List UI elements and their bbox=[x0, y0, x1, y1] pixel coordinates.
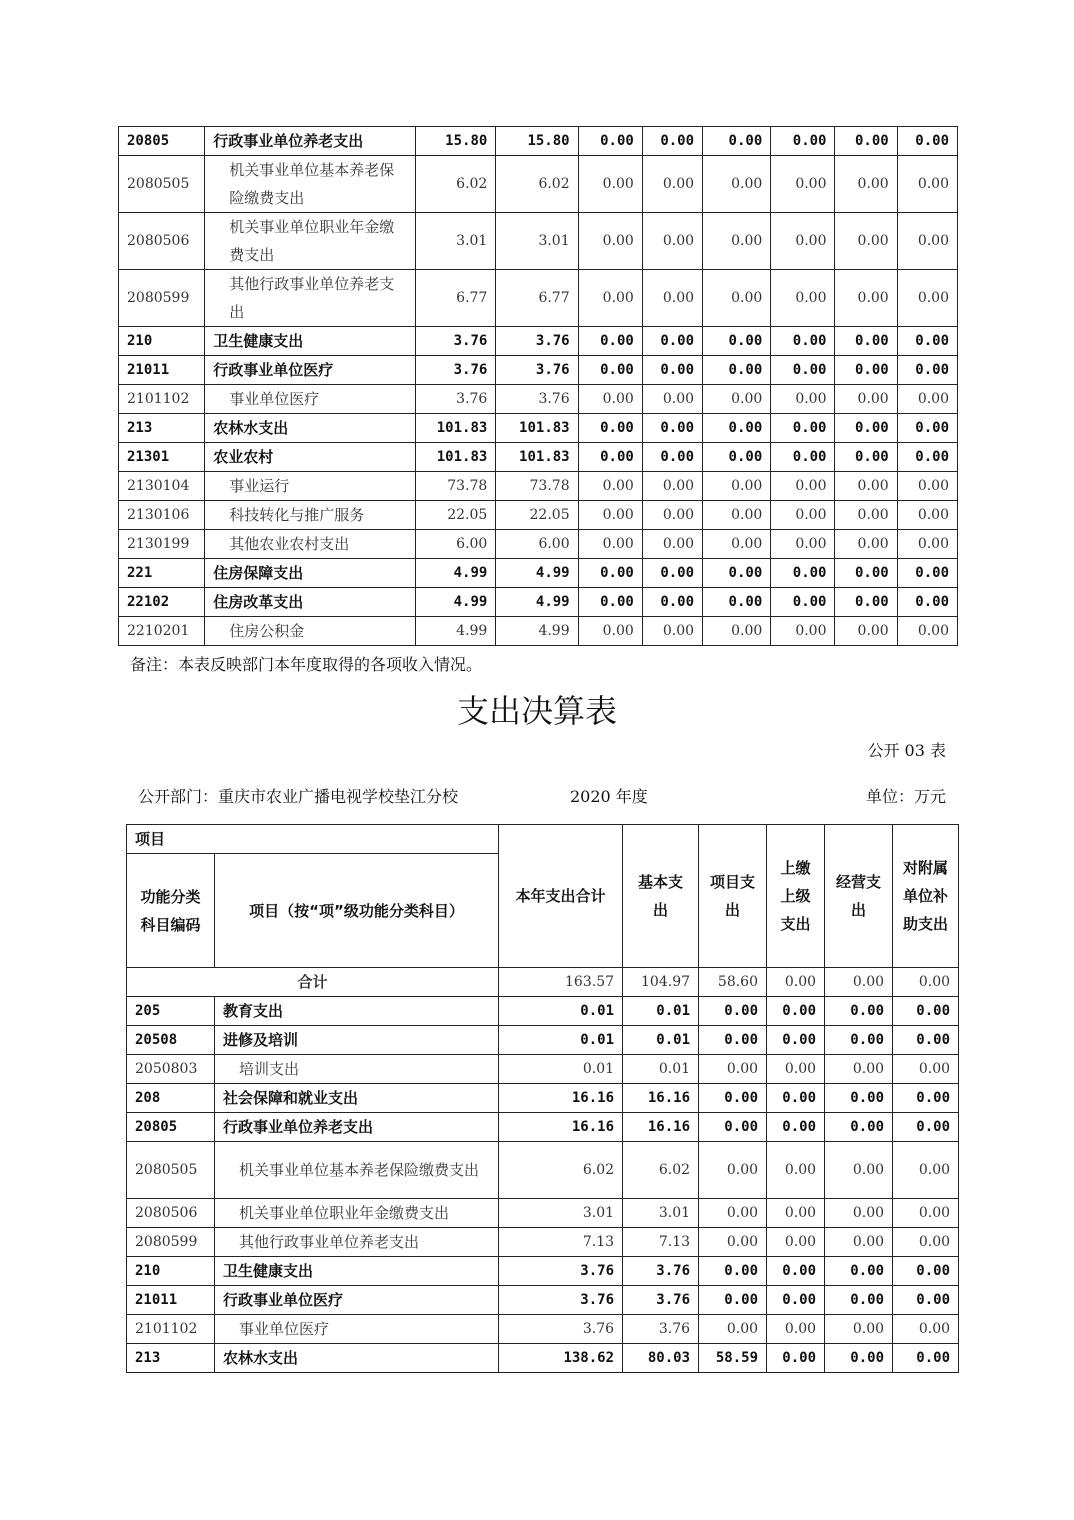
value-cell: 0.00 bbox=[825, 1055, 893, 1084]
value-cell: 138.62 bbox=[499, 1344, 623, 1373]
value-cell: 0.00 bbox=[703, 213, 771, 270]
value-cell: 0.00 bbox=[767, 1286, 825, 1315]
value-cell: 0.00 bbox=[897, 530, 957, 559]
value-cell: 0.00 bbox=[835, 270, 897, 327]
value-cell: 0.00 bbox=[642, 414, 702, 443]
value-cell: 0.00 bbox=[897, 559, 957, 588]
value-cell: 0.00 bbox=[578, 213, 642, 270]
function-code: 208 bbox=[127, 1084, 215, 1113]
value-cell: 0.00 bbox=[699, 1113, 767, 1142]
value-cell: 3.01 bbox=[499, 1199, 623, 1228]
value-cell: 3.76 bbox=[496, 385, 578, 414]
table-row bbox=[127, 1113, 959, 1142]
value-cell: 6.02 bbox=[496, 156, 578, 213]
form-number: 公开 03 表 bbox=[867, 741, 946, 760]
value-cell: 0.00 bbox=[771, 385, 835, 414]
value-cell: 3.76 bbox=[623, 1315, 699, 1344]
function-code: 2130199 bbox=[119, 530, 205, 559]
value-cell: 101.83 bbox=[496, 414, 578, 443]
value-cell: 3.01 bbox=[623, 1199, 699, 1228]
item-name: 其他行政事业单位养老支出 bbox=[205, 270, 416, 327]
function-code: 2080599 bbox=[119, 270, 205, 327]
header-subsidy: 对附属单位补助支出 bbox=[893, 825, 959, 968]
value-cell: 0.00 bbox=[703, 588, 771, 617]
table-row bbox=[119, 327, 958, 356]
table-row bbox=[119, 356, 958, 385]
function-code: 205 bbox=[127, 997, 215, 1026]
value-cell: 16.16 bbox=[623, 1113, 699, 1142]
value-cell: 0.00 bbox=[893, 1084, 959, 1113]
value-cell: 0.00 bbox=[703, 472, 771, 501]
value-cell: 3.01 bbox=[416, 213, 496, 270]
function-code: 2080599 bbox=[127, 1228, 215, 1257]
function-code: 2130106 bbox=[119, 501, 205, 530]
table-row bbox=[127, 1142, 959, 1199]
item-name: 行政事业单位养老支出 bbox=[205, 127, 416, 156]
value-cell: 0.00 bbox=[771, 443, 835, 472]
income-table-continued bbox=[118, 126, 958, 646]
function-code: 221 bbox=[119, 559, 205, 588]
value-cell: 0.00 bbox=[578, 356, 642, 385]
table-row bbox=[119, 501, 958, 530]
value-cell: 0.00 bbox=[893, 1026, 959, 1055]
value-cell: 0.00 bbox=[893, 1199, 959, 1228]
value-cell: 0.00 bbox=[771, 617, 835, 646]
function-code: 2130104 bbox=[119, 472, 205, 501]
value-cell: 0.00 bbox=[703, 414, 771, 443]
item-name: 住房公积金 bbox=[205, 617, 416, 646]
value-cell: 0.00 bbox=[578, 617, 642, 646]
value-cell: 0.00 bbox=[893, 1257, 959, 1286]
header-total: 本年支出合计 bbox=[499, 825, 623, 968]
function-code: 22102 bbox=[119, 588, 205, 617]
item-name: 机关事业单位基本养老保险缴费支出 bbox=[215, 1142, 499, 1199]
function-code: 2080506 bbox=[119, 213, 205, 270]
value-cell: 58.59 bbox=[699, 1344, 767, 1373]
value-cell: 0.00 bbox=[835, 443, 897, 472]
item-name: 事业单位医疗 bbox=[215, 1315, 499, 1344]
table-row bbox=[127, 997, 959, 1026]
table-row bbox=[119, 385, 958, 414]
value-cell: 0.00 bbox=[642, 472, 702, 501]
value-cell: 0.00 bbox=[578, 127, 642, 156]
item-name: 机关事业单位职业年金缴费支出 bbox=[205, 213, 416, 270]
value-cell: 0.00 bbox=[642, 559, 702, 588]
item-name: 事业单位医疗 bbox=[205, 385, 416, 414]
value-cell: 0.00 bbox=[771, 588, 835, 617]
value-cell: 0.00 bbox=[771, 501, 835, 530]
function-code: 2101102 bbox=[127, 1315, 215, 1344]
value-cell: 3.76 bbox=[499, 1257, 623, 1286]
value-cell: 0.00 bbox=[771, 270, 835, 327]
value-cell: 0.00 bbox=[893, 1055, 959, 1084]
table-row bbox=[127, 1257, 959, 1286]
function-code: 21011 bbox=[119, 356, 205, 385]
value-cell: 0.00 bbox=[767, 1142, 825, 1199]
value-cell: 0.00 bbox=[897, 127, 957, 156]
total-value: 163.57 bbox=[499, 968, 623, 997]
total-row bbox=[127, 968, 959, 997]
value-cell: 0.00 bbox=[835, 213, 897, 270]
value-cell: 0.00 bbox=[897, 443, 957, 472]
value-cell: 0.00 bbox=[767, 997, 825, 1026]
value-cell: 0.00 bbox=[835, 356, 897, 385]
value-cell: 0.00 bbox=[703, 501, 771, 530]
value-cell: 0.00 bbox=[771, 414, 835, 443]
item-name: 行政事业单位养老支出 bbox=[215, 1113, 499, 1142]
value-cell: 0.00 bbox=[578, 588, 642, 617]
value-cell: 0.00 bbox=[703, 127, 771, 156]
value-cell: 0.01 bbox=[499, 1055, 623, 1084]
value-cell: 3.76 bbox=[416, 385, 496, 414]
function-code: 21011 bbox=[127, 1286, 215, 1315]
item-name: 卫生健康支出 bbox=[215, 1257, 499, 1286]
value-cell: 0.00 bbox=[703, 530, 771, 559]
value-cell: 16.16 bbox=[499, 1084, 623, 1113]
value-cell: 0.00 bbox=[897, 385, 957, 414]
value-cell: 3.01 bbox=[496, 213, 578, 270]
value-cell: 0.00 bbox=[825, 1199, 893, 1228]
value-cell: 0.00 bbox=[897, 472, 957, 501]
item-name: 农林水支出 bbox=[215, 1344, 499, 1373]
value-cell: 0.00 bbox=[893, 1315, 959, 1344]
table-row bbox=[119, 127, 958, 156]
table-row bbox=[119, 617, 958, 646]
department: 公开部门：重庆市农业广播电视学校垫江分校 bbox=[138, 787, 459, 806]
value-cell: 3.76 bbox=[499, 1286, 623, 1315]
item-name: 进修及培训 bbox=[215, 1026, 499, 1055]
value-cell: 7.13 bbox=[623, 1228, 699, 1257]
value-cell: 0.00 bbox=[835, 530, 897, 559]
function-code: 2101102 bbox=[119, 385, 205, 414]
value-cell: 0.00 bbox=[893, 1228, 959, 1257]
table-row bbox=[127, 1315, 959, 1344]
value-cell: 0.00 bbox=[897, 501, 957, 530]
value-cell: 0.00 bbox=[642, 270, 702, 327]
value-cell: 0.00 bbox=[642, 617, 702, 646]
total-value: 104.97 bbox=[623, 968, 699, 997]
item-name: 住房保障支出 bbox=[205, 559, 416, 588]
value-cell: 4.99 bbox=[416, 588, 496, 617]
value-cell: 0.00 bbox=[578, 559, 642, 588]
table-row bbox=[127, 1228, 959, 1257]
value-cell: 0.00 bbox=[835, 414, 897, 443]
value-cell: 0.00 bbox=[835, 127, 897, 156]
unit-label: 单位：万元 bbox=[865, 787, 946, 806]
table-row bbox=[127, 1084, 959, 1113]
function-code: 21301 bbox=[119, 443, 205, 472]
value-cell: 0.00 bbox=[897, 588, 957, 617]
total-value: 0.00 bbox=[893, 968, 959, 997]
header-func-code: 功能分类科目编码 bbox=[127, 854, 215, 968]
value-cell: 15.80 bbox=[496, 127, 578, 156]
table-row bbox=[127, 1286, 959, 1315]
value-cell: 6.02 bbox=[416, 156, 496, 213]
total-label: 合计 bbox=[127, 968, 499, 997]
table-row bbox=[119, 588, 958, 617]
value-cell: 0.00 bbox=[825, 1228, 893, 1257]
item-name: 行政事业单位医疗 bbox=[205, 356, 416, 385]
table-row bbox=[119, 443, 958, 472]
value-cell: 101.83 bbox=[416, 443, 496, 472]
value-cell: 73.78 bbox=[496, 472, 578, 501]
item-name: 农林水支出 bbox=[205, 414, 416, 443]
function-code: 213 bbox=[127, 1344, 215, 1373]
value-cell: 0.00 bbox=[767, 1084, 825, 1113]
value-cell: 101.83 bbox=[416, 414, 496, 443]
value-cell: 0.00 bbox=[897, 327, 957, 356]
item-name: 卫生健康支出 bbox=[205, 327, 416, 356]
value-cell: 0.00 bbox=[767, 1257, 825, 1286]
value-cell: 0.01 bbox=[499, 1026, 623, 1055]
value-cell: 6.00 bbox=[416, 530, 496, 559]
value-cell: 3.76 bbox=[416, 327, 496, 356]
value-cell: 0.01 bbox=[623, 997, 699, 1026]
value-cell: 0.00 bbox=[897, 617, 957, 646]
table-row bbox=[119, 270, 958, 327]
value-cell: 0.00 bbox=[699, 1315, 767, 1344]
value-cell: 0.00 bbox=[825, 1344, 893, 1373]
function-code: 20508 bbox=[127, 1026, 215, 1055]
value-cell: 0.00 bbox=[642, 530, 702, 559]
value-cell: 0.00 bbox=[771, 559, 835, 588]
function-code: 2080505 bbox=[127, 1142, 215, 1199]
value-cell: 0.00 bbox=[703, 559, 771, 588]
value-cell: 0.00 bbox=[771, 530, 835, 559]
value-cell: 4.99 bbox=[496, 559, 578, 588]
header-upper: 上缴上级支出 bbox=[767, 825, 825, 968]
value-cell: 0.00 bbox=[825, 997, 893, 1026]
table-row bbox=[119, 414, 958, 443]
value-cell: 0.00 bbox=[767, 1113, 825, 1142]
value-cell: 0.00 bbox=[703, 327, 771, 356]
value-cell: 0.00 bbox=[835, 617, 897, 646]
page-title: 支出决算表 bbox=[456, 692, 617, 730]
value-cell: 0.00 bbox=[642, 385, 702, 414]
fiscal-year: 2020 年度 bbox=[570, 787, 648, 806]
value-cell: 0.00 bbox=[767, 1228, 825, 1257]
header-operating: 经营支出 bbox=[825, 825, 893, 968]
header-project: 项目 bbox=[127, 825, 499, 854]
value-cell: 0.00 bbox=[835, 156, 897, 213]
value-cell: 6.77 bbox=[496, 270, 578, 327]
value-cell: 7.13 bbox=[499, 1228, 623, 1257]
value-cell: 3.76 bbox=[416, 356, 496, 385]
value-cell: 0.00 bbox=[897, 414, 957, 443]
value-cell: 0.01 bbox=[623, 1026, 699, 1055]
item-name: 教育支出 bbox=[215, 997, 499, 1026]
table-row bbox=[119, 559, 958, 588]
value-cell: 0.01 bbox=[499, 997, 623, 1026]
value-cell: 0.00 bbox=[825, 1257, 893, 1286]
item-name: 社会保障和就业支出 bbox=[215, 1084, 499, 1113]
header-basic: 基本支出 bbox=[623, 825, 699, 968]
total-value: 0.00 bbox=[825, 968, 893, 997]
value-cell: 3.76 bbox=[623, 1286, 699, 1315]
value-cell: 4.99 bbox=[496, 588, 578, 617]
value-cell: 3.76 bbox=[499, 1315, 623, 1344]
value-cell: 0.00 bbox=[699, 997, 767, 1026]
value-cell: 0.00 bbox=[767, 1055, 825, 1084]
header-item-name: 项目（按“项”级功能分类科目） bbox=[215, 854, 499, 968]
value-cell: 0.00 bbox=[578, 501, 642, 530]
item-name: 科技转化与推广服务 bbox=[205, 501, 416, 530]
value-cell: 3.76 bbox=[496, 327, 578, 356]
table-row bbox=[119, 530, 958, 559]
value-cell: 0.00 bbox=[893, 1113, 959, 1142]
value-cell: 0.00 bbox=[642, 588, 702, 617]
value-cell: 0.00 bbox=[703, 356, 771, 385]
value-cell: 6.02 bbox=[623, 1142, 699, 1199]
value-cell: 0.00 bbox=[699, 1286, 767, 1315]
value-cell: 3.76 bbox=[496, 356, 578, 385]
value-cell: 0.00 bbox=[825, 1113, 893, 1142]
value-cell: 0.00 bbox=[767, 1344, 825, 1373]
function-code: 20805 bbox=[119, 127, 205, 156]
value-cell: 0.00 bbox=[703, 156, 771, 213]
value-cell: 0.00 bbox=[642, 443, 702, 472]
value-cell: 6.00 bbox=[496, 530, 578, 559]
function-code: 210 bbox=[119, 327, 205, 356]
function-code: 213 bbox=[119, 414, 205, 443]
value-cell: 0.00 bbox=[699, 1257, 767, 1286]
value-cell: 15.80 bbox=[416, 127, 496, 156]
value-cell: 0.00 bbox=[835, 472, 897, 501]
item-name: 住房改革支出 bbox=[205, 588, 416, 617]
value-cell: 0.00 bbox=[825, 1084, 893, 1113]
item-name: 农业农村 bbox=[205, 443, 416, 472]
value-cell: 0.00 bbox=[825, 1286, 893, 1315]
value-cell: 0.00 bbox=[642, 127, 702, 156]
item-name: 培训支出 bbox=[215, 1055, 499, 1084]
value-cell: 0.00 bbox=[703, 617, 771, 646]
value-cell: 0.00 bbox=[578, 156, 642, 213]
expenditure-table bbox=[126, 824, 959, 1373]
function-code: 20805 bbox=[127, 1113, 215, 1142]
value-cell: 0.00 bbox=[699, 1228, 767, 1257]
value-cell: 0.00 bbox=[699, 1199, 767, 1228]
value-cell: 0.00 bbox=[699, 1026, 767, 1055]
value-cell: 0.00 bbox=[897, 156, 957, 213]
value-cell: 0.00 bbox=[703, 270, 771, 327]
value-cell: 0.00 bbox=[578, 530, 642, 559]
value-cell: 0.00 bbox=[893, 1142, 959, 1199]
table-row bbox=[119, 213, 958, 270]
value-cell: 0.00 bbox=[703, 443, 771, 472]
value-cell: 0.00 bbox=[699, 1084, 767, 1113]
table-row bbox=[127, 1199, 959, 1228]
function-code: 2080505 bbox=[119, 156, 205, 213]
value-cell: 0.00 bbox=[825, 1142, 893, 1199]
table-row bbox=[127, 1026, 959, 1055]
value-cell: 6.77 bbox=[416, 270, 496, 327]
value-cell: 0.00 bbox=[578, 270, 642, 327]
value-cell: 0.00 bbox=[835, 501, 897, 530]
function-code: 2080506 bbox=[127, 1199, 215, 1228]
total-value: 58.60 bbox=[699, 968, 767, 997]
item-name: 事业运行 bbox=[205, 472, 416, 501]
value-cell: 0.00 bbox=[825, 1315, 893, 1344]
total-value: 0.00 bbox=[767, 968, 825, 997]
value-cell: 0.01 bbox=[623, 1055, 699, 1084]
value-cell: 3.76 bbox=[623, 1257, 699, 1286]
value-cell: 0.00 bbox=[835, 559, 897, 588]
value-cell: 0.00 bbox=[835, 588, 897, 617]
value-cell: 0.00 bbox=[578, 327, 642, 356]
value-cell: 0.00 bbox=[642, 213, 702, 270]
value-cell: 0.00 bbox=[771, 327, 835, 356]
value-cell: 0.00 bbox=[578, 443, 642, 472]
value-cell: 0.00 bbox=[767, 1199, 825, 1228]
table-row bbox=[127, 1344, 959, 1373]
table-note: 备注：本表反映部门本年度取得的各项收入情况。 bbox=[130, 655, 483, 674]
value-cell: 4.99 bbox=[496, 617, 578, 646]
value-cell: 4.99 bbox=[416, 559, 496, 588]
value-cell: 0.00 bbox=[893, 1286, 959, 1315]
value-cell: 0.00 bbox=[578, 414, 642, 443]
table-row bbox=[119, 156, 958, 213]
value-cell: 22.05 bbox=[416, 501, 496, 530]
header-project-exp: 项目支出 bbox=[699, 825, 767, 968]
function-code: 2210201 bbox=[119, 617, 205, 646]
value-cell: 0.00 bbox=[703, 385, 771, 414]
value-cell: 0.00 bbox=[642, 156, 702, 213]
value-cell: 0.00 bbox=[642, 501, 702, 530]
value-cell: 4.99 bbox=[416, 617, 496, 646]
value-cell: 0.00 bbox=[771, 472, 835, 501]
function-code: 210 bbox=[127, 1257, 215, 1286]
value-cell: 0.00 bbox=[642, 327, 702, 356]
value-cell: 16.16 bbox=[499, 1113, 623, 1142]
table-row bbox=[119, 472, 958, 501]
value-cell: 73.78 bbox=[416, 472, 496, 501]
value-cell: 0.00 bbox=[771, 127, 835, 156]
value-cell: 0.00 bbox=[699, 1142, 767, 1199]
value-cell: 0.00 bbox=[771, 156, 835, 213]
value-cell: 0.00 bbox=[893, 1344, 959, 1373]
value-cell: 0.00 bbox=[893, 997, 959, 1026]
value-cell: 0.00 bbox=[642, 356, 702, 385]
value-cell: 0.00 bbox=[578, 385, 642, 414]
item-name: 机关事业单位基本养老保险缴费支出 bbox=[205, 156, 416, 213]
value-cell: 0.00 bbox=[699, 1055, 767, 1084]
value-cell: 0.00 bbox=[825, 1026, 893, 1055]
value-cell: 0.00 bbox=[578, 472, 642, 501]
value-cell: 16.16 bbox=[623, 1084, 699, 1113]
value-cell: 0.00 bbox=[771, 356, 835, 385]
item-name: 机关事业单位职业年金缴费支出 bbox=[215, 1199, 499, 1228]
value-cell: 0.00 bbox=[835, 385, 897, 414]
value-cell: 0.00 bbox=[767, 1315, 825, 1344]
value-cell: 101.83 bbox=[496, 443, 578, 472]
table-row bbox=[127, 1055, 959, 1084]
function-code: 2050803 bbox=[127, 1055, 215, 1084]
item-name: 行政事业单位医疗 bbox=[215, 1286, 499, 1315]
value-cell: 22.05 bbox=[496, 501, 578, 530]
item-name: 其他行政事业单位养老支出 bbox=[215, 1228, 499, 1257]
value-cell: 6.02 bbox=[499, 1142, 623, 1199]
value-cell: 0.00 bbox=[897, 270, 957, 327]
value-cell: 0.00 bbox=[771, 213, 835, 270]
value-cell: 0.00 bbox=[897, 213, 957, 270]
value-cell: 0.00 bbox=[767, 1026, 825, 1055]
item-name: 其他农业农村支出 bbox=[205, 530, 416, 559]
value-cell: 80.03 bbox=[623, 1344, 699, 1373]
value-cell: 0.00 bbox=[835, 327, 897, 356]
value-cell: 0.00 bbox=[897, 356, 957, 385]
